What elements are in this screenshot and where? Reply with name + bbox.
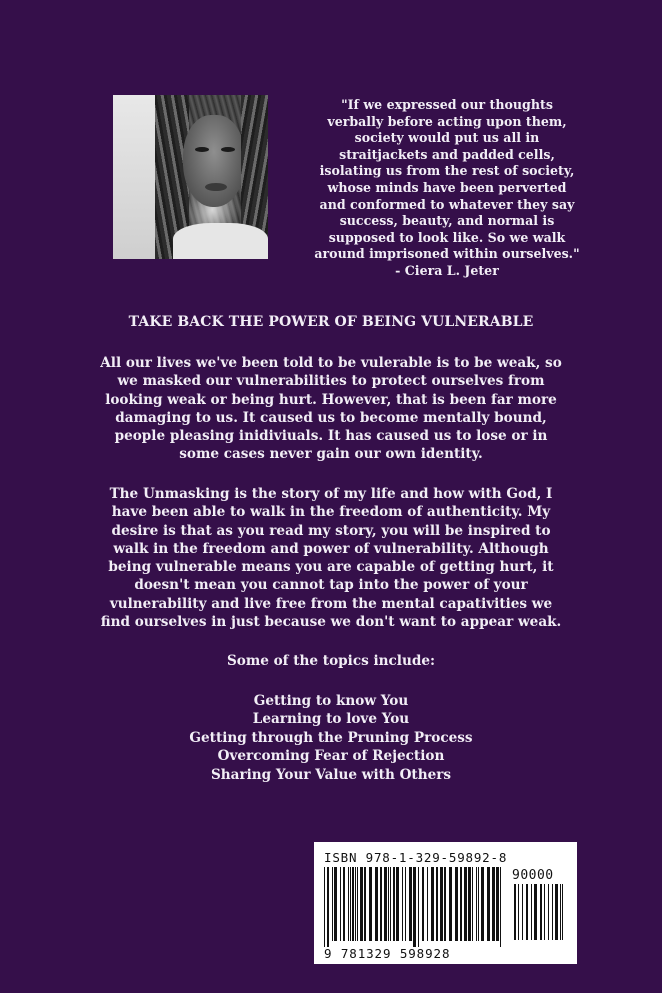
quote-line: whose minds have been perverted (327, 179, 567, 195)
barcode-bar (360, 867, 363, 941)
barcode-bar (526, 884, 528, 940)
barcode-bar (481, 867, 484, 941)
barcode-bar (384, 867, 387, 941)
barcode-bar (514, 884, 516, 940)
barcode-bar (552, 884, 553, 940)
quote-line: straitjackets and padded cells, (339, 146, 555, 162)
barcode-bar (357, 867, 358, 941)
barcode-bar (327, 867, 329, 947)
barcode-bar (531, 884, 532, 940)
paragraph-line: damaging to us. It caused us to become mentally bound, (115, 409, 547, 426)
barcode-bar (444, 867, 446, 941)
isbn-barcode (314, 842, 577, 964)
barcode-bar (422, 867, 424, 941)
topic-item: Getting through the Pruning Process (189, 729, 473, 746)
topic-item: Getting to know You (253, 693, 409, 709)
barcode-bar (560, 884, 561, 940)
barcode-bar (343, 867, 345, 941)
barcode-bar (555, 884, 558, 940)
topic-item: Learning to love You (252, 711, 410, 728)
section-heading: TAKE BACK THE POWER OF BEING VULNERABLE (128, 314, 534, 330)
quote-line: and conformed to whatever they say (319, 196, 575, 212)
barcode-bar (518, 884, 519, 940)
barcode-bar (393, 867, 395, 941)
topic-item: Overcoming Fear of Rejection (217, 748, 445, 765)
author-quote (292, 97, 602, 280)
paragraph-line: The Unmasking is the story of my life and how with God, I (109, 486, 553, 502)
barcode-bar (440, 867, 443, 941)
ean-barcode-bars (324, 867, 506, 947)
barcode-bar (418, 867, 419, 947)
paragraph-line: some cases never gain our own identity. (179, 446, 483, 463)
barcode-bar (380, 867, 382, 941)
price-barcode-bars (514, 884, 568, 946)
quote-line: society would put us all in (354, 130, 540, 146)
barcode-bar (436, 867, 438, 941)
barcode-bar (468, 867, 471, 941)
barcode-bar (405, 867, 406, 941)
paragraph-line: being vulnerable means you are capable of getting hurt, it (108, 559, 554, 576)
price-code: 90000 (512, 868, 554, 883)
barcode-bar (460, 867, 462, 941)
barcode-bar (396, 867, 399, 941)
quote-line: verbally before acting upon them, (327, 113, 567, 129)
barcode-bar (478, 867, 479, 941)
quote-line: isolating us from the rest of society, (319, 163, 575, 179)
barcode-bar (390, 867, 391, 941)
barcode-bar (522, 884, 523, 940)
quote-line: "If we expressed our thoughts (341, 97, 553, 112)
quote-line: around imprisoned within ourselves." (314, 246, 580, 262)
barcode-bar (449, 867, 452, 941)
barcode-bar (369, 867, 372, 941)
description-paragraph-2 (0, 485, 662, 631)
paragraph-line: doesn't mean you cannot tap into the power of your (134, 577, 528, 594)
author-photo (113, 95, 268, 259)
paragraph-line: find ourselves in just because we don't want to appear weak. (100, 614, 562, 631)
paragraph-line: people pleasing inidiviuals. It has caused us to lose or in (114, 428, 548, 445)
barcode-bar (476, 867, 477, 941)
barcode-bar (472, 867, 473, 941)
barcode-bar (492, 867, 495, 941)
paragraph-line: vulnerability and live free from the mental capativities we (109, 595, 553, 612)
paragraph-line: walk in the freedom and power of vulnerability. Although (113, 540, 549, 557)
isbn-label: ISBN 978-1-329-59892-8 (324, 850, 508, 865)
quote-line: success, beauty, and normal is (339, 213, 555, 229)
barcode-bar (364, 867, 366, 941)
barcode-bar (350, 867, 351, 941)
barcode-bar (402, 867, 403, 941)
description-paragraph-1 (0, 354, 662, 464)
barcode-bar (455, 867, 458, 941)
barcode-bar (355, 867, 356, 941)
barcode-bar (388, 867, 389, 941)
paragraph-line: desire is that as you read my story, you will be inspired to (111, 522, 551, 539)
quote-attribution: - Ciera L. Jeter (395, 262, 499, 278)
barcode-bar (375, 867, 378, 941)
topics-list (0, 692, 662, 784)
barcode-bar (500, 867, 501, 947)
paragraph-line: All our lives we've been told to be vulerable is to be weak, so (100, 355, 562, 371)
barcode-bar (548, 884, 549, 940)
barcode-bar (487, 867, 490, 941)
barcode-bar (348, 867, 349, 941)
barcode-bar (540, 884, 542, 940)
barcode-bar (340, 867, 341, 941)
barcode-bar (534, 884, 537, 940)
barcode-bar (464, 867, 467, 941)
paragraph-line: we masked our vulnerabilities to protect ourselves from (117, 373, 545, 390)
paragraph-line: have been able to walk in the freedom of authenticity. My (111, 504, 551, 521)
barcode-bar (562, 884, 563, 940)
topic-item: Sharing Your Value with Others (210, 766, 452, 783)
topics-title: Some of the topics include: (226, 653, 436, 669)
barcode-bar (324, 867, 325, 947)
barcode-bar (544, 884, 545, 940)
ean-digits: 9 781329 598928 (324, 946, 451, 961)
barcode-bar (409, 867, 412, 941)
paragraph-line: looking weak or being hurt. However, that is been far more (105, 391, 557, 408)
quote-line: supposed to look like. So we walk (328, 229, 566, 245)
barcode-bar (427, 867, 428, 941)
barcode-bar (431, 867, 434, 941)
barcode-bar (334, 867, 337, 941)
barcode-bar (496, 867, 499, 941)
barcode-bar (413, 867, 416, 947)
barcode-bar (332, 867, 333, 941)
barcode-bar (352, 867, 354, 941)
